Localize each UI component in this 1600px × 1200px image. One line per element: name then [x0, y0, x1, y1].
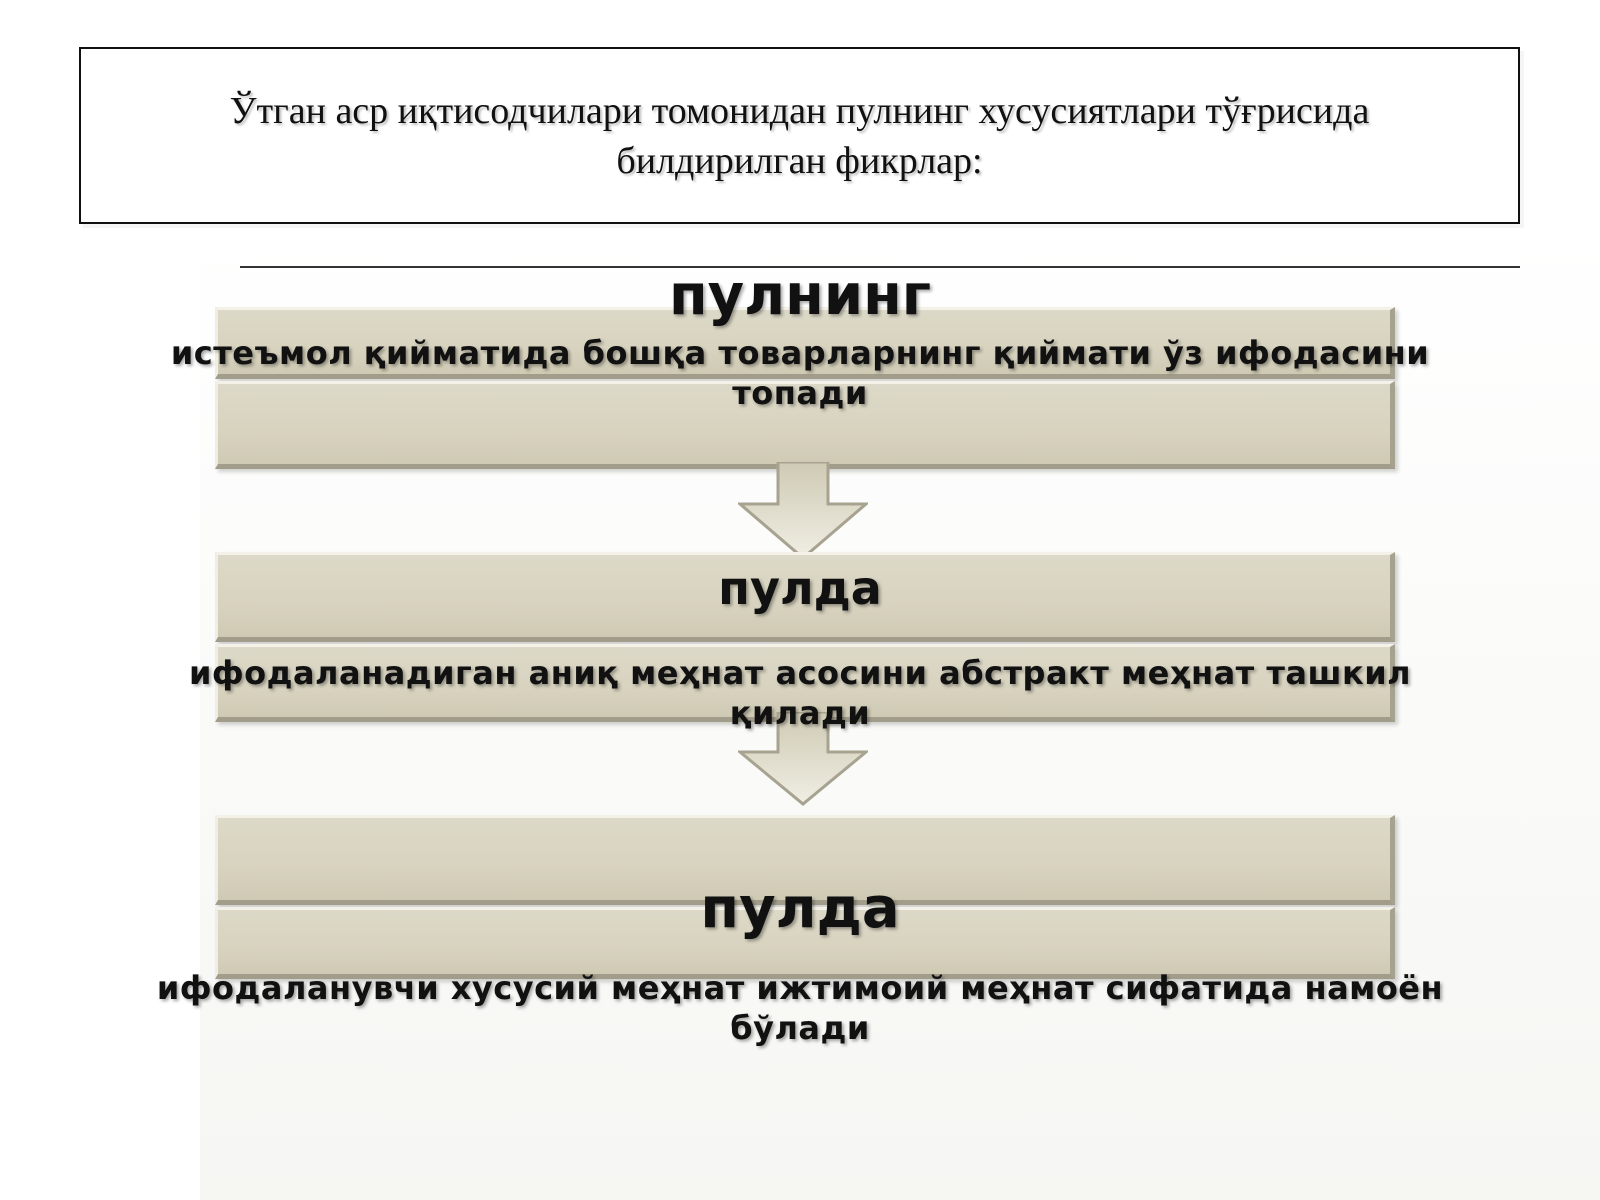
step-2-description: ифодаланадиган аниқ меҳнат асосини абстракт меҳнат ташкил қилади: [188, 654, 1412, 732]
title-box: [79, 47, 1520, 224]
step-1-description: истеъмол қийматида бошқа товарларнинг қиймати ўз ифодасини топади: [170, 334, 1430, 412]
step-2-heading: пулда: [718, 561, 882, 615]
step-1-heading: пулнинг: [668, 263, 932, 328]
down-arrow-icon: [738, 462, 868, 560]
slide-title: Ўтган аср иқтисодчилари томонидан пулнинг хусусиятлари тўғрисида билдирилган фикрлар:: [229, 89, 1370, 182]
step-3-heading: пулда: [700, 876, 900, 941]
step-3-description: ифодаланувчи хусусий меҳнат ижтимоий меҳнат сифатида намоён бўлади: [156, 969, 1444, 1047]
